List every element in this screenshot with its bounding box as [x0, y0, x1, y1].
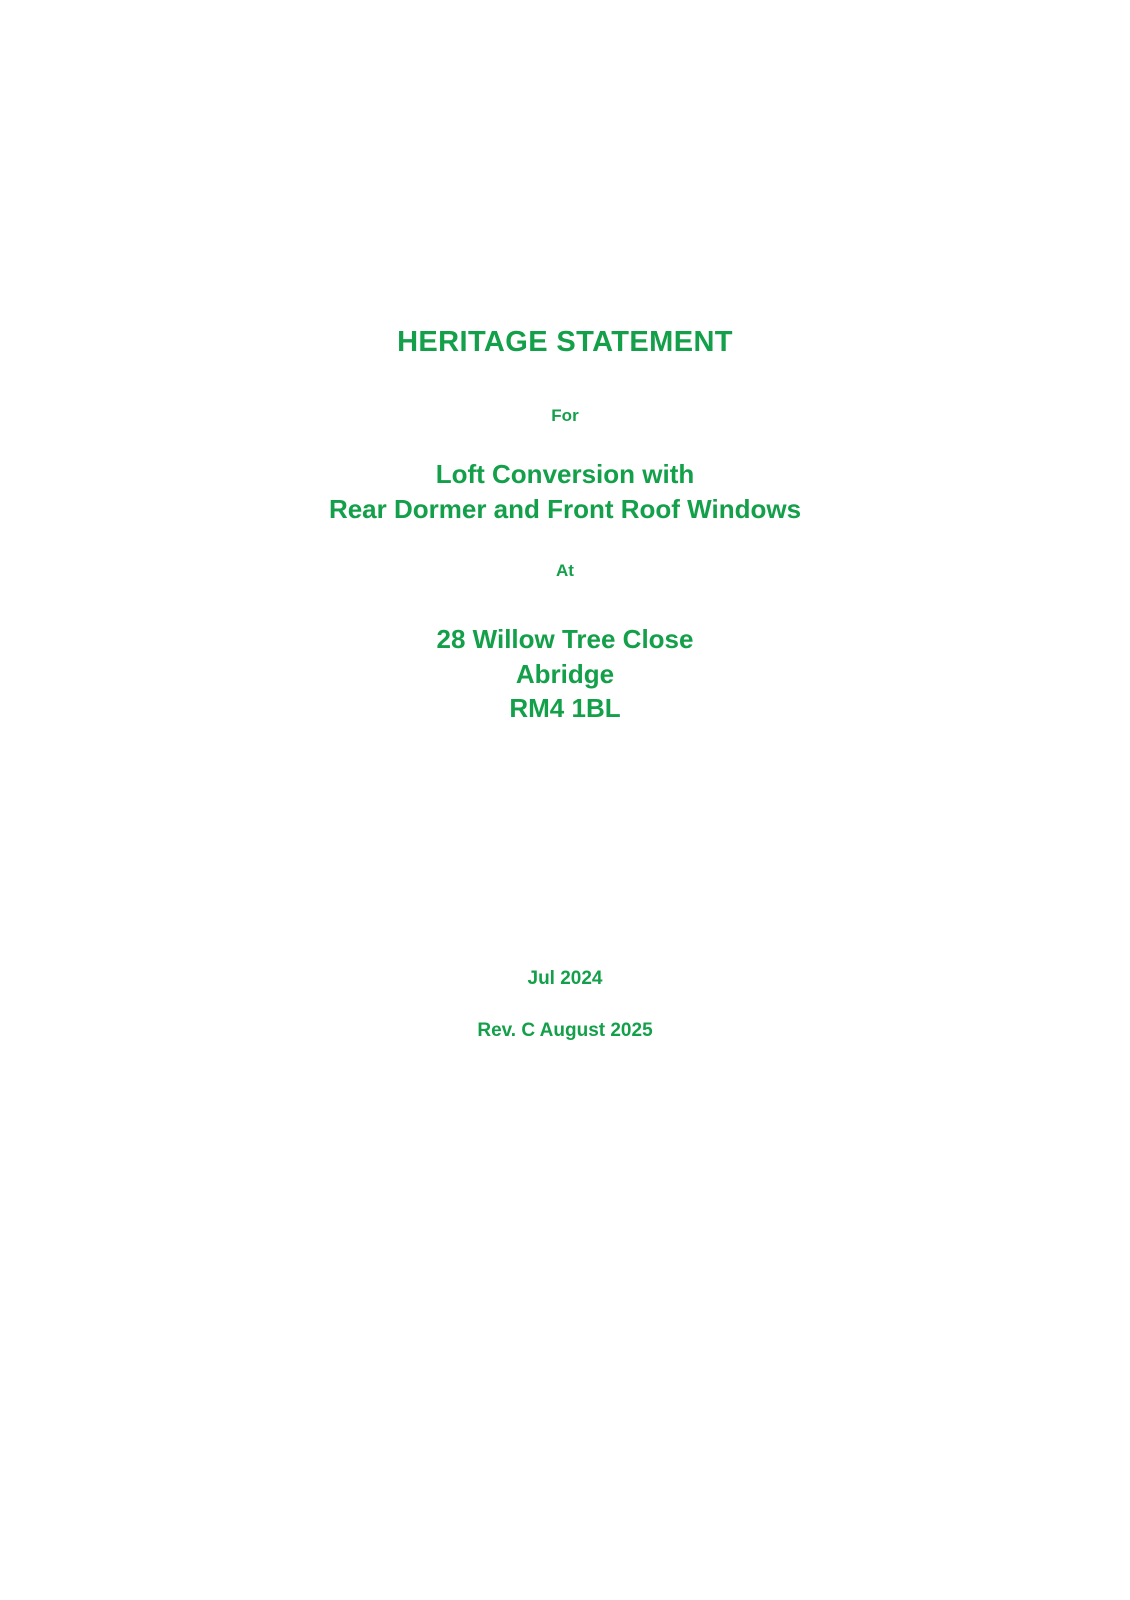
project-description: [0, 426, 1130, 526]
for-label: For: [551, 405, 579, 425]
project-description-line-2: Rear Dormer and Front Roof Windows: [328, 493, 802, 524]
project-description-line-1: Loft Conversion with: [435, 459, 695, 490]
document-date: Jul 2024: [527, 967, 603, 989]
document-revision: Rev. C August 2025: [477, 1019, 653, 1041]
site-address: [0, 581, 1130, 726]
at-label: At: [556, 560, 574, 580]
address-line-1: 28 Willow Tree Close: [436, 624, 694, 655]
address-line-3-postcode: RM4 1BL: [509, 693, 621, 724]
address-line-2: Abridge: [515, 658, 615, 689]
page-title: HERITAGE STATEMENT: [397, 326, 733, 358]
